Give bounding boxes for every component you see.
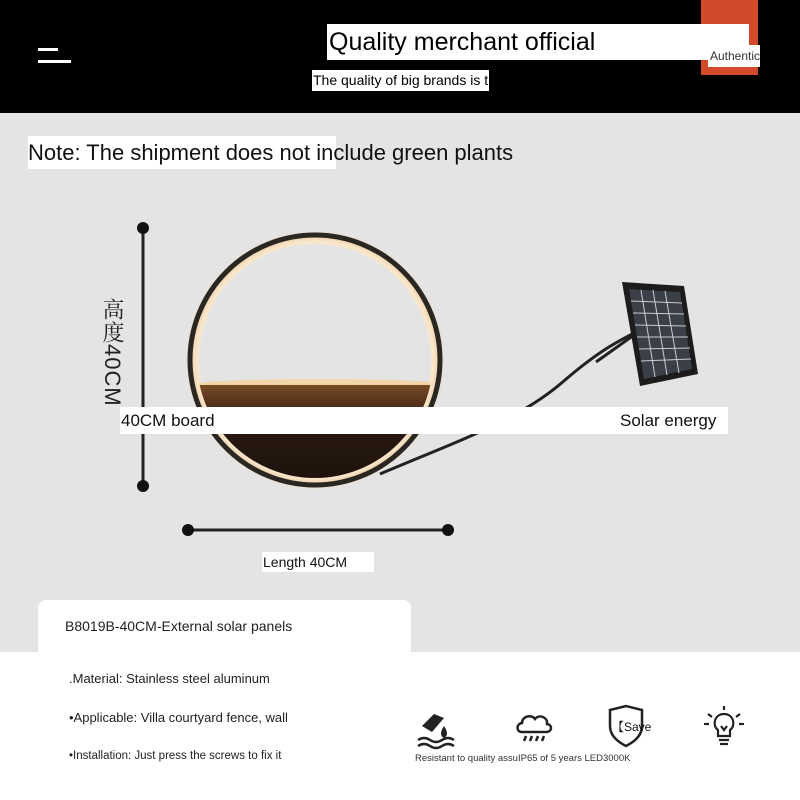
length-label: Length 40CM [262, 552, 374, 572]
authentic-badge: Authentic [708, 45, 760, 67]
feature-caption: Resistant to quality assuIP65 of 5 years LED3000K [415, 753, 631, 764]
board-label: 40CM board [121, 411, 215, 430]
save-label: 【Save [612, 720, 652, 734]
solar-label: Solar energy [620, 411, 717, 430]
spec-installation: •Installation: Just press the screws to fix it [69, 750, 282, 762]
height-dimension [137, 222, 149, 492]
shipping-note: Note: The shipment does not include green plants [28, 136, 519, 169]
water-resistant-icon [414, 706, 458, 750]
ring-lamp [185, 230, 450, 495]
spec-material: .Material: Stainless steel aluminum [69, 671, 270, 686]
model-name: B8019B-40CM-External solar panels [65, 618, 293, 634]
rain-cloud-icon [512, 706, 556, 750]
spec-applicable: •Applicable: Villa courtyard fence, wall [69, 710, 288, 725]
length-dimension [182, 524, 454, 536]
subtitle: The quality of big brands is t [312, 70, 489, 91]
height-label: 高度40CM [100, 298, 125, 407]
solar-panel [596, 282, 698, 386]
page-title: Quality merchant official [327, 24, 749, 60]
light-bulb-icon [702, 704, 746, 748]
